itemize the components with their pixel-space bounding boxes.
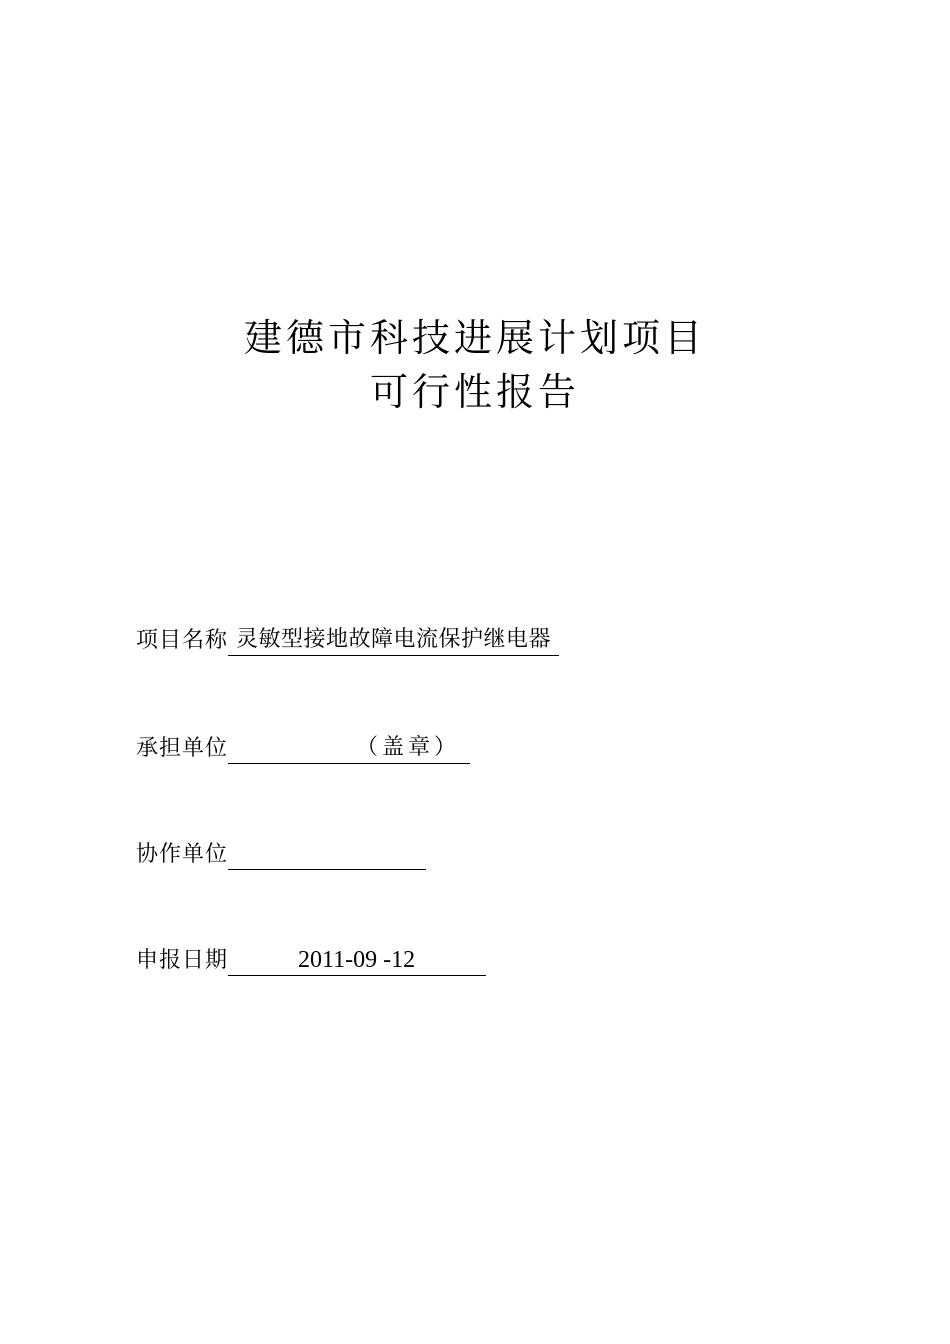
project-name-field [136,622,559,656]
undertaking-unit-field [136,730,470,764]
application-date-field [136,942,486,976]
title-line-1: 建德市科技进展计划项目 [243,316,706,360]
application-date-value: 2011-09 -12 [228,945,486,976]
cooperating-unit-value [228,840,426,870]
document-title [0,312,950,418]
undertaking-unit-label: 承担单位 [136,736,229,761]
cooperating-unit-label: 协作单位 [136,842,229,867]
application-date-label: 申报日期 [136,948,229,973]
cooperating-unit-field [136,836,426,870]
project-name-value: 灵敏型接地故障电流保护继电器 [228,625,559,656]
project-name-label: 项目名称 [136,628,229,653]
undertaking-unit-value: （盖章） [228,733,470,764]
title-line-2: 可行性报告 [369,370,580,414]
